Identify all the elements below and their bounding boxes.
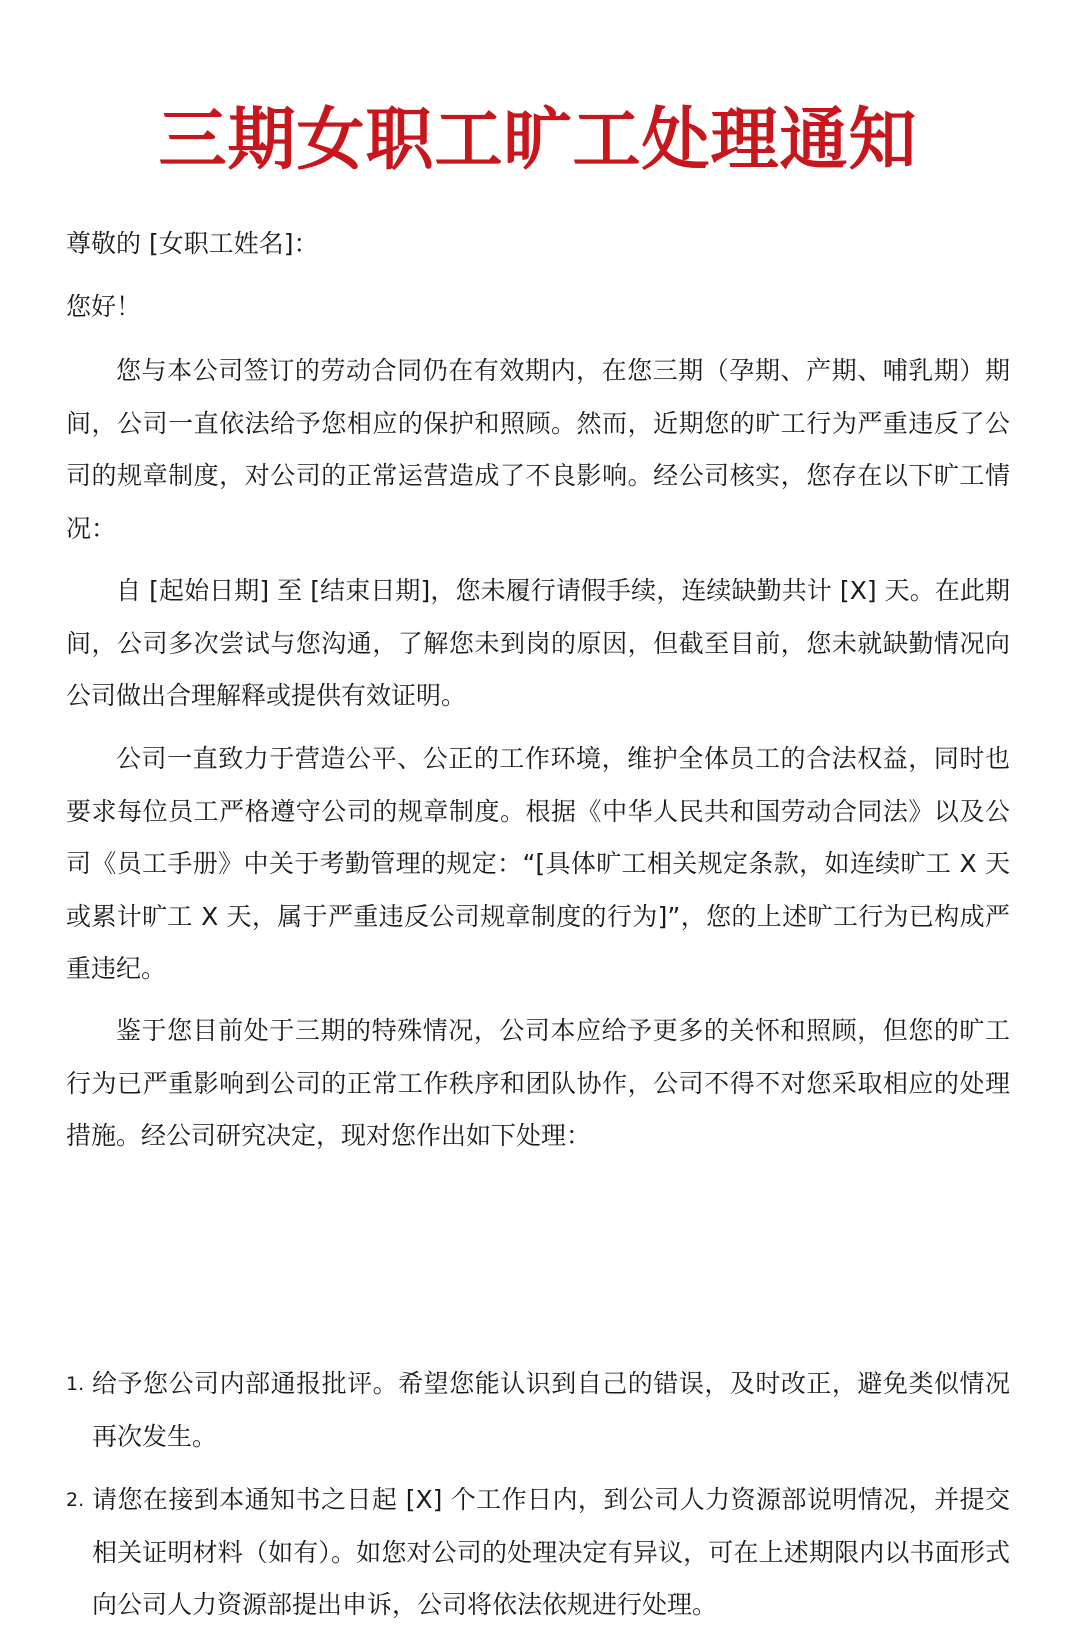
list-item xyxy=(66,1358,1010,1463)
list-item-number: 2. xyxy=(66,1489,85,1511)
list-item-text: 给予您公司内部通报批评。希望您能认识到自己的错误，及时改正，避免类似情况再次发生。 xyxy=(92,1369,1010,1451)
paragraph-decision: 鉴于您目前处于三期的特殊情况，公司本应给予更多的关怀和照顾，但您的旷工行为已严重影响到公司的正常工作秩序和团队协作，公司不得不对您采取相应的处理措施。经公司研究决定，现对您作出如下处理： xyxy=(66,1016,1010,1150)
greeting: 您好！ xyxy=(66,292,142,321)
list-item-text: 请您在接到本通知书之日起 [X] 个工作日内，到公司人力资源部说明情况，并提交相关证明材料（如有）。如您对公司的处理决定有异议，可在上述期限内以书面形式向公司人力资源部提出申诉，公司将依法依规进行处理。 xyxy=(92,1485,1010,1619)
document-title: 三期女职工旷工处理通知 xyxy=(158,101,918,180)
list-item xyxy=(66,1474,1010,1632)
paragraph-contract-status: 您与本公司签订的劳动合同仍在有效期内，在您三期（孕期、产期、哺乳期）期间，公司一直依法给予您相应的保护和照顾。然而，近期您的旷工行为严重违反了公司的规章制度，对公司的正常运营造成了不良影响。经公司核实，您存在以下旷工情况： xyxy=(66,356,1010,543)
list-item-number: 1. xyxy=(66,1373,85,1395)
paragraph-legal-basis: 公司一直致力于营造公平、公正的工作环境，维护全体员工的合法权益，同时也要求每位员工严格遵守公司的规章制度。根据《中华人民共和国劳动合同法》以及公司《员工手册》中关于考勤管理的规定：“[具体旷工相关规定条款，如连续旷工 X 天或累计旷工 X 天，属于严重违反公司规章制度的行为]”，您的上述旷工行为已构成严重违纪。 xyxy=(66,744,1010,983)
paragraph-absence-details: 自 [起始日期] 至 [结束日期]，您未履行请假手续，连续缺勤共计 [X] 天。在此期间，公司多次尝试与您沟通，了解您未到岗的原因，但截至目前，您未就缺勤情况向公司做出合理解释或提供有效证明。 xyxy=(66,576,1010,710)
salutation: 尊敬的 [女职工姓名]： xyxy=(66,229,319,258)
